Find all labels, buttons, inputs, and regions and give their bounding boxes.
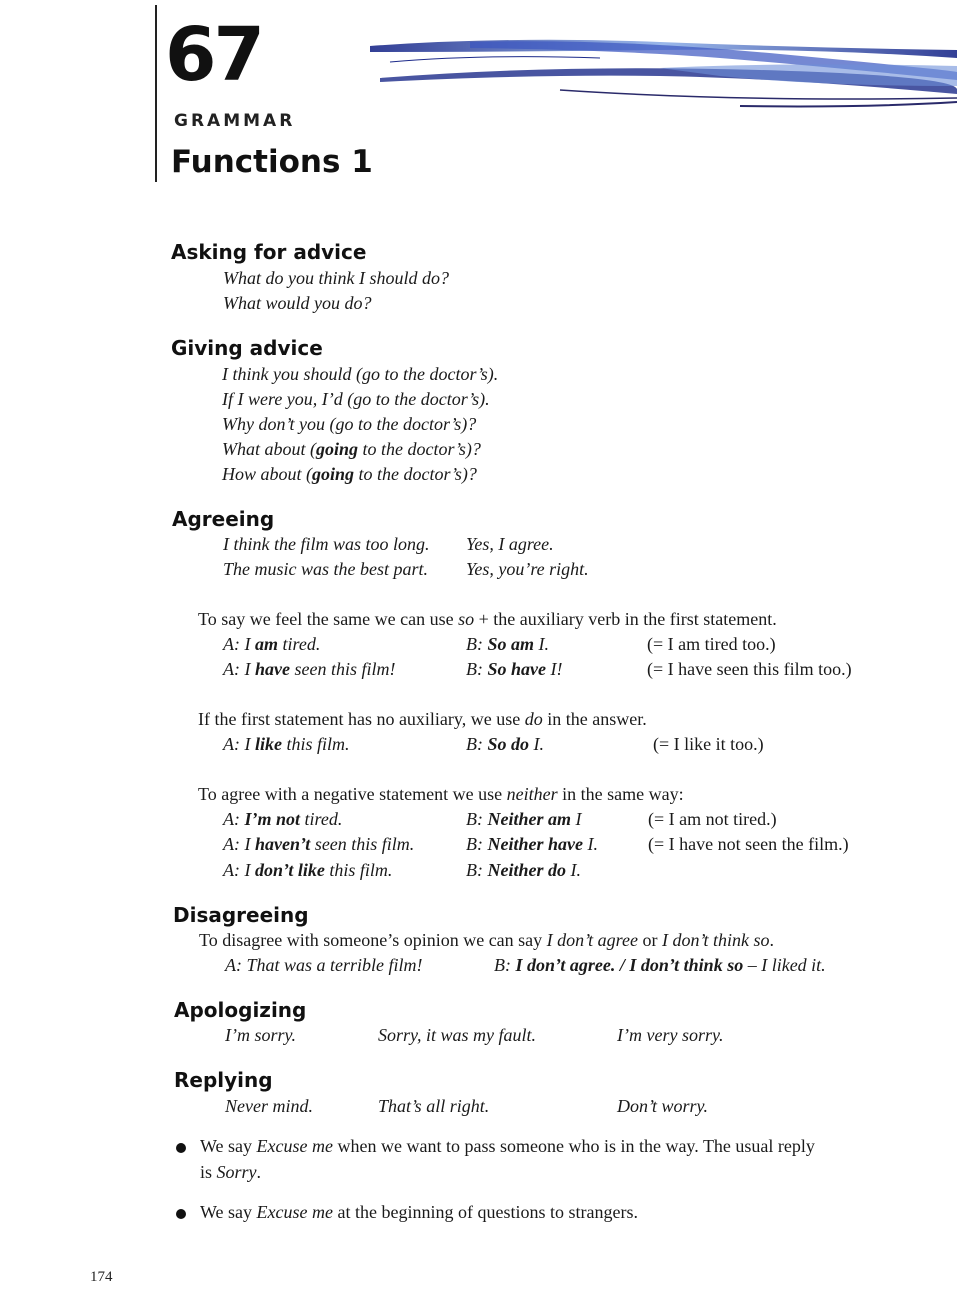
- text: We say: [200, 1202, 257, 1222]
- text-bold: haven’t: [254, 834, 311, 854]
- text: B:: [466, 734, 488, 754]
- text-bold: going: [316, 439, 359, 459]
- text: B:: [466, 834, 488, 854]
- text-bold: So am: [487, 634, 535, 654]
- giving-example-3: Why don’t you (go to the doctor’s)?: [222, 414, 477, 434]
- asking-heading: Asking for advice: [171, 240, 367, 264]
- note-1-line-2: [200, 1162, 261, 1183]
- text-bold: I’m not: [244, 809, 301, 829]
- neg-ex2-gloss: (= I have not seen the film.): [648, 834, 849, 854]
- text: I.: [529, 734, 545, 754]
- apology-2: Sorry, it was my fault.: [378, 1025, 537, 1045]
- text: How about (: [222, 464, 312, 484]
- bullet-icon: [176, 1209, 186, 1219]
- giving-example-1: I think you should (go to the doctor’s).: [222, 364, 499, 384]
- text-bold: I don’t agree. / I don’t think so: [515, 955, 744, 975]
- text: What about (: [222, 439, 316, 459]
- text-bold: don’t like: [254, 860, 325, 880]
- do-ex-b: [466, 734, 544, 755]
- text: To disagree with someone’s opinion we can say: [199, 930, 547, 950]
- so-ex2-a: [223, 659, 395, 680]
- giving-heading: Giving advice: [171, 336, 323, 360]
- text-bold: Neither have: [487, 834, 583, 854]
- text: when we want to pass someone who is in the way. The usual reply: [333, 1136, 815, 1156]
- text: I.: [582, 834, 598, 854]
- replying-heading: Replying: [174, 1068, 273, 1092]
- apologizing-heading: Apologizing: [174, 998, 307, 1022]
- text: – I liked it.: [743, 955, 826, 975]
- giving-example-5: [222, 464, 477, 485]
- text: or: [637, 930, 662, 950]
- text: I!: [546, 659, 563, 679]
- text: in the same way:: [557, 784, 684, 804]
- text: A: I: [223, 634, 255, 654]
- text: to the doctor’s)?: [358, 439, 481, 459]
- neg-ex2-a: [223, 834, 414, 855]
- so-ex2-b: [466, 659, 563, 680]
- text-bold: like: [254, 734, 282, 754]
- reply-1: Never mind.: [225, 1096, 313, 1116]
- text: I.: [566, 860, 581, 880]
- do-intro: [198, 709, 647, 730]
- neg-ex1-gloss: (= I am not tired.): [648, 809, 777, 829]
- text: I: [571, 809, 582, 829]
- text: A:: [223, 809, 245, 829]
- text: + the auxiliary verb in the first statement.: [474, 609, 777, 629]
- text-bold: have: [254, 659, 290, 679]
- text-italic: Sorry: [216, 1162, 257, 1182]
- neg-ex2-b: [466, 834, 598, 855]
- text-italic: Excuse me: [256, 1136, 333, 1156]
- text: To say we feel the same we can use: [198, 609, 459, 629]
- neg-ex3-b: [466, 860, 581, 881]
- text: B:: [494, 955, 516, 975]
- text: tired.: [300, 809, 343, 829]
- text: A: I: [223, 659, 255, 679]
- neg-ex3-a: [223, 860, 392, 881]
- text: seen this film!: [289, 659, 396, 679]
- apology-1: I’m sorry.: [225, 1025, 296, 1045]
- giving-example-2: If I were you, I’d (go to the doctor’s).: [222, 389, 490, 409]
- so-ex1-a: [223, 634, 320, 655]
- asking-example-1: What do you think I should do?: [223, 268, 449, 288]
- text: B:: [466, 860, 488, 880]
- text-italic: neither: [506, 784, 558, 804]
- giving-example-4: [222, 439, 481, 460]
- so-ex1-b: [466, 634, 549, 655]
- text: A: I: [223, 860, 255, 880]
- neg-ex1-a: [223, 809, 342, 830]
- so-intro: [198, 609, 777, 630]
- text: To agree with a negative statement we use: [198, 784, 507, 804]
- text: at the beginning of questions to strangers.: [333, 1202, 638, 1222]
- text: .: [256, 1162, 262, 1182]
- text: is: [200, 1162, 217, 1182]
- agree-statement-2: The music was the best part.: [223, 559, 428, 579]
- text-bold: So do: [487, 734, 530, 754]
- so-ex1-gloss: (= I am tired too.): [647, 634, 776, 654]
- page-title: Functions 1: [171, 144, 373, 180]
- so-ex2-gloss: (= I have seen this film too.): [647, 659, 852, 679]
- text-italic: so: [458, 609, 475, 629]
- note-1-line-1: [200, 1136, 815, 1157]
- agree-reply-2: Yes, you’re right.: [466, 559, 589, 579]
- asking-example-2: What would you do?: [223, 293, 372, 313]
- agreeing-heading: Agreeing: [172, 507, 275, 531]
- do-ex-gloss: (= I like it too.): [653, 734, 764, 754]
- text-bold: Neither do: [487, 860, 566, 880]
- text: B:: [466, 634, 488, 654]
- text: in the answer.: [542, 709, 647, 729]
- text-italic: I don’t agree: [546, 930, 638, 950]
- neg-ex1-b: [466, 809, 582, 830]
- disagreeing-heading: Disagreeing: [173, 903, 309, 927]
- text-bold: am: [254, 634, 278, 654]
- text: B:: [466, 809, 488, 829]
- note-2: [200, 1202, 638, 1223]
- text-bold: Neither am: [487, 809, 571, 829]
- text: tired.: [278, 634, 321, 654]
- unit-category: GRAMMAR: [174, 111, 296, 131]
- agree-statement-1: I think the film was too long.: [223, 534, 430, 554]
- text: I.: [534, 634, 550, 654]
- text: to the doctor’s)?: [354, 464, 477, 484]
- disagree-ex-a: A: That was a terrible film!: [225, 955, 423, 975]
- text: this film.: [324, 860, 393, 880]
- agree-reply-1: Yes, I agree.: [466, 534, 554, 554]
- unit-number: 67: [165, 12, 262, 98]
- text: B:: [466, 659, 488, 679]
- text-italic: do: [524, 709, 543, 729]
- bullet-icon: [176, 1143, 186, 1153]
- reply-3: Don’t worry.: [617, 1096, 709, 1116]
- text: A: I: [223, 734, 255, 754]
- text: A: I: [223, 834, 255, 854]
- text: If the first statement has no auxiliary, we use: [198, 709, 525, 729]
- header-rule: [155, 5, 157, 182]
- do-ex-a: [223, 734, 350, 755]
- disagree-ex-b: [494, 955, 826, 976]
- text-italic: Excuse me: [256, 1202, 333, 1222]
- reply-2: That’s all right.: [378, 1096, 490, 1116]
- text-italic: I don’t think so: [661, 930, 770, 950]
- apology-3: I’m very sorry.: [617, 1025, 724, 1045]
- text-bold: going: [312, 464, 355, 484]
- text: seen this film.: [310, 834, 415, 854]
- page-number: 174: [90, 1269, 113, 1285]
- text-bold: So have: [487, 659, 546, 679]
- text: .: [769, 930, 774, 950]
- neg-intro: [198, 784, 684, 805]
- text: this film.: [281, 734, 350, 754]
- decorative-banner: [360, 28, 957, 113]
- disagree-intro: [199, 930, 774, 951]
- text: We say: [200, 1136, 257, 1156]
